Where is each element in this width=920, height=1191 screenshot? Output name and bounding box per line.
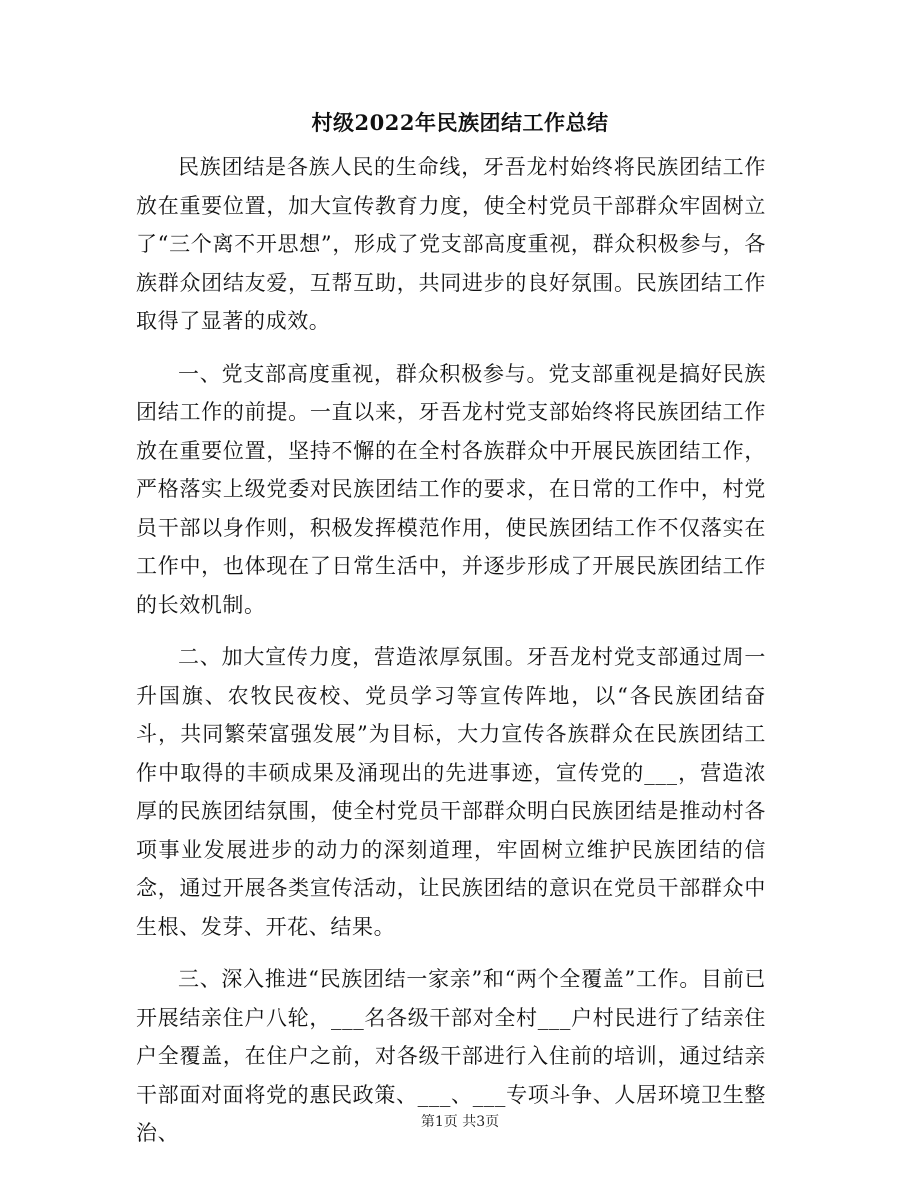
document-title: 村级2022年民族团结工作总结 <box>311 110 609 135</box>
paragraph-section-3: 三、深入推进“民族团结一家亲”和“两个全覆盖”工作。目前已开展结亲住户八轮，___名各级干部对全村___户村民进行了结亲住户全覆盖，在住户之前，对各级干部进行入住前的培训，通过结亲干部面对面将党的惠民政策、___、___专项斗争、人居环境卫生整治、 <box>136 967 766 1145</box>
document-body <box>136 148 766 1167</box>
page-number: 第1页 共3页 <box>420 1114 500 1130</box>
paragraph-section-2: 二、加大宣传力度，营造浓厚氛围。牙吾龙村党支部通过周一升国旗、农牧民夜校、党员学习等宣传阵地，以“各民族团结奋斗，共同繁荣富强发展”为目标，大力宣传各族群众在民族团结工作中取得的丰硕成果及涌现出的先进事迹，宣传党的___，营造浓厚的民族团结氛围，使全村党员干部群众明白民族团结是推动村各项事业发展进步的动力的深刻道理，牢固树立维护民族团结的信念，通过开展各类宣传活动，让民族团结的意识在党员干部群众中生根、发芽、开花、结果。 <box>136 645 766 939</box>
paragraph-section-1: 一、党支部高度重视，群众积极参与。党支部重视是搞好民族团结工作的前提。一直以来，牙吾龙村党支部始终将民族团结工作放在重要位置，坚持不懈的在全村各族群众中开展民族团结工作，严格落实上级党委对民族团结工作的要求，在日常的工作中，村党员干部以身作则，积极发挥模范作用，使民族团结工作不仅落实在工作中，也体现在了日常生活中，并逐步形成了开展民族团结工作的长效机制。 <box>136 361 766 617</box>
paragraph-intro: 民族团结是各族人民的生命线，牙吾龙村始终将民族团结工作放在重要位置，加大宣传教育力度，使全村党员干部群众牢固树立了“三个离不开思想”，形成了党支部高度重视，群众积极参与，各族群众团结友爱，互帮互助，共同进步的良好氛围。民族团结工作取得了显著的成效。 <box>136 155 766 333</box>
